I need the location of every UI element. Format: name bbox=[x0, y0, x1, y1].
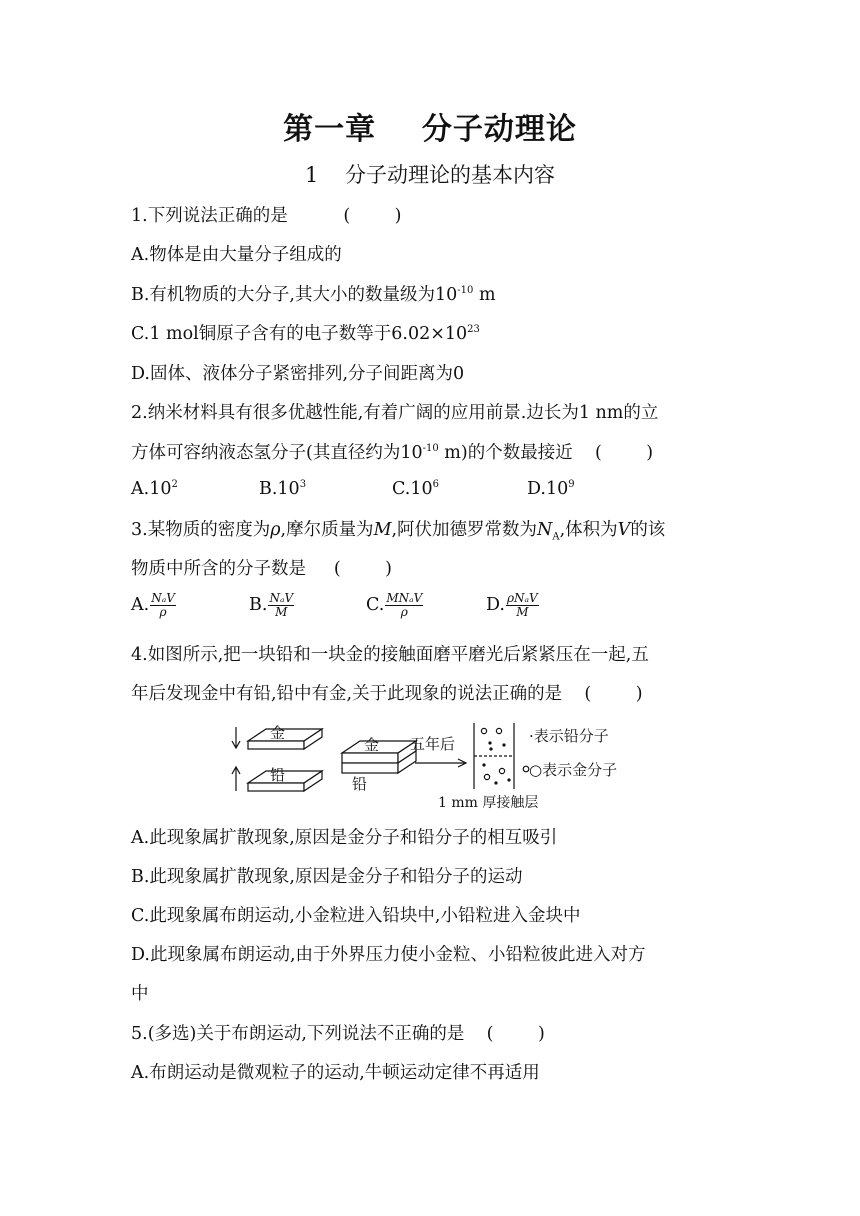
q3-option-a: A. $\frac{\text{NₐV}}{\rho}$ bbox=[131, 591, 175, 619]
q5-stem: 5.(多选)关于布朗运动,下列说法不正确的是 ( ) bbox=[131, 1024, 545, 1044]
q4-stem-line2: 年后发现金中有铅,铅中有金,关于此现象的说法正确的是 ( ) bbox=[131, 684, 643, 704]
q4-option-d-line1: D.此现象属布朗运动,由于外界压力使小金粒、小铅粒彼此进入对方 bbox=[131, 945, 646, 965]
q3-option-d: D. $\frac{\text{ρNₐV}}{M}$ bbox=[486, 591, 538, 619]
legend-gold: ○表示金分子 bbox=[529, 761, 618, 779]
diffusion-figure bbox=[226, 713, 646, 813]
q2-option-a: $A.10^2$ bbox=[131, 479, 178, 499]
q1-stem: 1.下列说法正确的是 ( ) bbox=[131, 206, 402, 226]
q3-option-b: B. $\frac{\text{NₐV}}{M}$ bbox=[249, 591, 294, 619]
five-years-label: 五年后 bbox=[410, 735, 456, 753]
q1-option-c: C.1 mol铜原子含有的电子数等于$6.02\times 10^{23}$ bbox=[131, 324, 480, 344]
gold-label-combined: 金 bbox=[364, 736, 380, 754]
lead-label-combined: 铅 bbox=[352, 775, 368, 793]
q2-option-b: $B.10^3$ bbox=[259, 479, 307, 499]
q2-stem-line1: 2.纳米材料具有很多优越性能,有着广阔的应用前景.边长为1 nm的立 bbox=[131, 403, 659, 423]
q4-option-b: B.此现象属扩散现象,原因是金分子和铅分子的运动 bbox=[131, 867, 523, 887]
chapter-title: 第一章 分子动理论 bbox=[283, 112, 577, 147]
q1-option-a: A.物体是由大量分子组成的 bbox=[131, 245, 342, 265]
lead-label-bottom: 铅 bbox=[270, 766, 286, 784]
q4-stem-line1: 4.如图所示,把一块铅和一块金的接触面磨平磨光后紧紧压在一起,五 bbox=[131, 645, 649, 665]
section-title: 1 分子动理论的基本内容 bbox=[304, 163, 556, 187]
q4-option-a: A.此现象属扩散现象,原因是金分子和铅分子的相互吸引 bbox=[131, 828, 558, 848]
q2-option-d: $D.10^9$ bbox=[527, 479, 575, 499]
figure-caption: 1 mm 厚接触层 bbox=[438, 795, 539, 811]
q3-stem-line2: 物质中所含的分子数是 ( ) bbox=[131, 559, 392, 579]
q3-stem-line1: 3.某物质的密度为ρ,摩尔质量为M,阿伏加德罗常数为$N_A$,体积为V的该 bbox=[131, 520, 666, 543]
q2-stem-line2: 方体可容纳液态氢分子(其直径约为$10^{-10}$ m)的个数最接近 ( ) bbox=[131, 443, 654, 463]
q1-option-b: B.有机物质的大分子,其大小的数量级为$10^{-10}$ m bbox=[131, 285, 496, 305]
q4-option-d-line2: 中 bbox=[131, 984, 149, 1004]
gold-label-top: 金 bbox=[270, 724, 286, 742]
q3-option-c: C. $\frac{\text{MNₐV}}{\rho}$ bbox=[366, 591, 423, 619]
q2-option-c: $C.10^6$ bbox=[392, 479, 439, 499]
q5-option-a: A.布朗运动是微观粒子的运动,牛顿运动定律不再适用 bbox=[131, 1063, 540, 1083]
q4-option-c: C.此现象属布朗运动,小金粒进入铅块中,小铅粒进入金块中 bbox=[131, 906, 581, 926]
legend-lead: ·表示铅分子 bbox=[529, 727, 609, 745]
q1-option-d: D.固体、液体分子紧密排列,分子间距离为0 bbox=[131, 364, 465, 384]
